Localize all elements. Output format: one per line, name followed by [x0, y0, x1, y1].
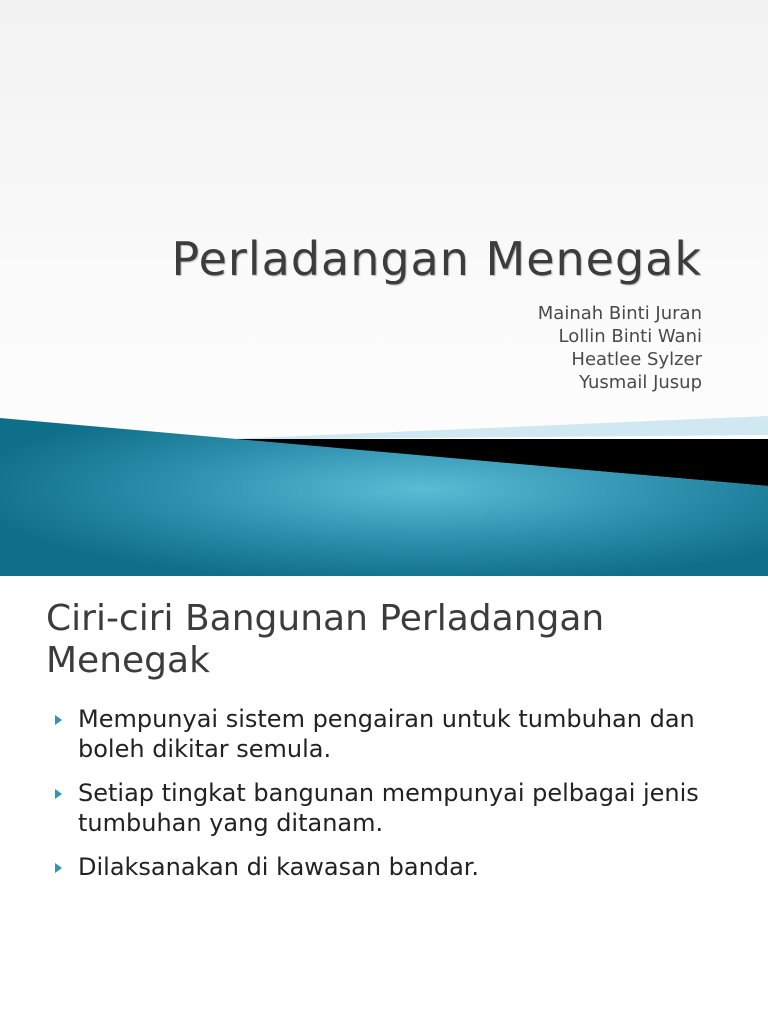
slide-title: Perladangan Menegak — [171, 232, 702, 286]
decorative-band — [0, 410, 768, 576]
author-name: Heatlee Sylzer — [571, 349, 702, 370]
author-name: Lollin Binti Wani — [558, 326, 702, 347]
author-name: Mainah Binti Juran — [537, 303, 702, 324]
bullet-text: Mempunyai sistem pengairan untuk tumbuhan dan boleh dikitar semula. — [78, 705, 695, 763]
bullet-text: Setiap tingkat bangunan mempunyai pelbagai jenis tumbuhan yang ditanam. — [78, 779, 699, 837]
bullet-list — [52, 704, 742, 896]
author-name: Yusmail Jusup — [579, 372, 702, 393]
content-title: Ciri-ciri Bangunan Perladangan Menegak — [46, 598, 605, 681]
bullet-item — [52, 704, 742, 764]
triangle-right-icon — [55, 715, 62, 725]
content-slide — [0, 576, 768, 1024]
bullet-text: Dilaksanakan di kawasan bandar. — [78, 853, 480, 881]
bullet-item — [52, 852, 742, 882]
author-list — [538, 302, 702, 394]
triangle-right-icon — [55, 863, 62, 873]
band-pale-stripe — [230, 416, 768, 439]
triangle-right-icon — [55, 789, 62, 799]
bullet-item — [52, 778, 742, 838]
